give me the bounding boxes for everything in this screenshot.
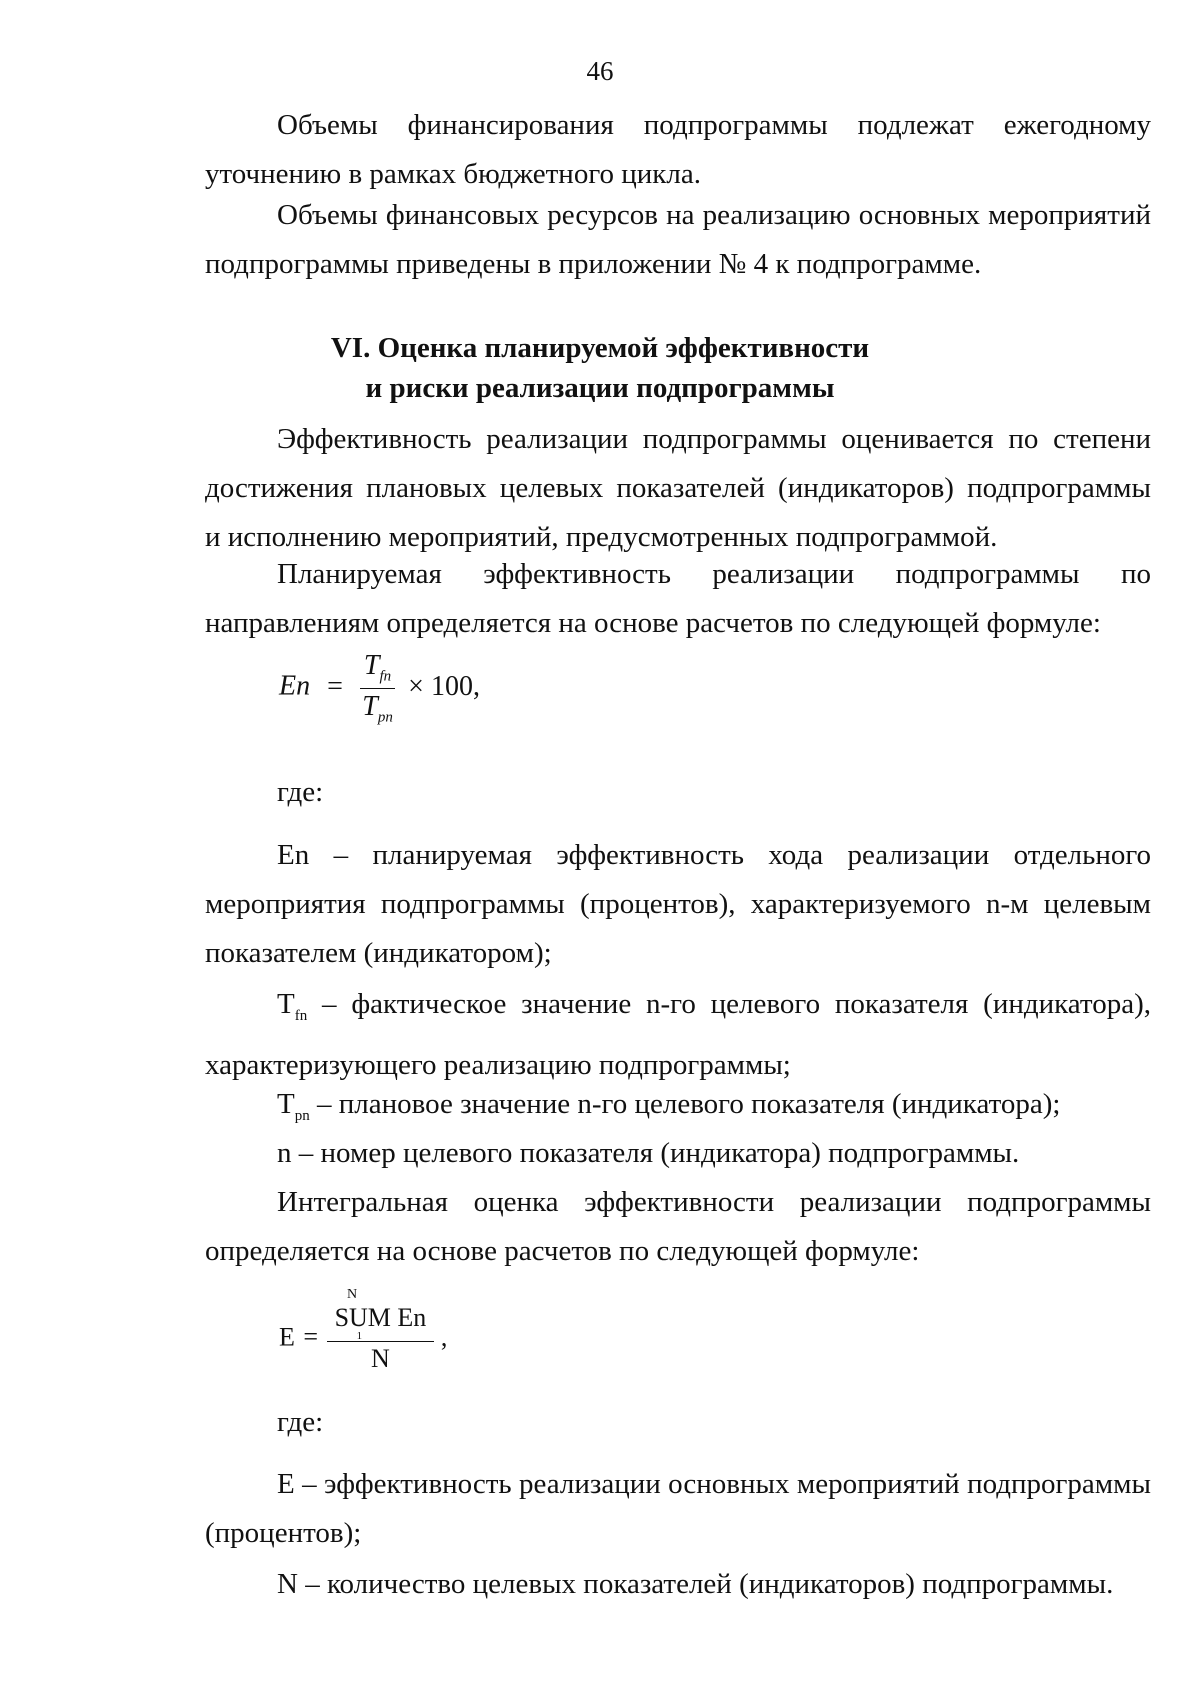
definition-tfn [205, 980, 1151, 1090]
formula-e [279, 1287, 447, 1374]
where-label: где: [277, 776, 324, 808]
paragraph-line: и исполнению мероприятий, предусмотренных подпрограммой. [205, 521, 998, 553]
formula-fraction [360, 650, 395, 726]
formula-sum-lower: 1 [356, 1330, 363, 1342]
paragraph-line: Эффективность реализации подпрограммы оценивается по степени [277, 423, 1151, 455]
formula-sum-upper: N [347, 1287, 358, 1302]
paragraph-line: Объемы финансовых ресурсов на реализацию основных мероприятий [277, 199, 1151, 231]
paragraph-line: Объемы финансирования подпрограммы подлежат ежегодному [277, 109, 1152, 141]
paragraph-line: мероприятия подпрограммы (процентов), характеризуемого n-м целевым [205, 888, 1151, 920]
formula-denominator: N [371, 1344, 390, 1373]
formula-en [279, 650, 480, 726]
formula-fraction [327, 1305, 435, 1374]
formula-equals: = [327, 670, 343, 702]
formula-comma: , [440, 1322, 448, 1352]
paragraph-line: E – эффективность реализации основных мероприятий подпрограммы [277, 1468, 1151, 1500]
paragraph-line: характеризующего реализацию подпрограммы; [205, 1048, 791, 1081]
paragraph-line: уточнению в рамках бюджетного цикла. [205, 158, 701, 190]
paragraph-financial-resources [205, 191, 1151, 289]
paragraph-line: достижения плановых целевых показателей (индикаторов) подпрограммы [205, 472, 1151, 504]
paragraph-line: $T_{pn}$ – плановое значение n-го целевого показателя (индикатора); [277, 1088, 1061, 1124]
paragraph-line: направлениям определяется на основе расчетов по следующей формуле: [205, 607, 1101, 639]
definition-n [205, 1129, 1151, 1178]
paragraph-line: $T_{fn}$ – фактическое значение n-го целевого показателя (индикатора), [277, 988, 1151, 1024]
definition-N [205, 1560, 1151, 1609]
formula-lhs: En [279, 670, 311, 702]
paragraph-line: (процентов); [205, 1517, 362, 1549]
paragraph-efficiency-assessment [205, 415, 1151, 562]
paragraph-integral-assessment [205, 1178, 1151, 1276]
definition-e [205, 1460, 1151, 1558]
definition-en [205, 831, 1151, 978]
paragraph-line: определяется на основе расчетов по следующей формуле: [205, 1235, 920, 1267]
formula-numerator: SUM En 1 [327, 1305, 435, 1342]
paragraph-line: En – планируемая эффективность хода реализации отдельного [277, 839, 1152, 871]
paragraph-line: показателем (индикатором); [205, 937, 552, 969]
paragraph-funding-volumes [205, 101, 1151, 199]
paragraph-line: Планируемая эффективность реализации подпрограммы по [277, 558, 1152, 590]
paragraph-line: подпрограммы приведены в приложении № 4 к подпрограмме. [205, 248, 982, 280]
paragraph-line: N – количество целевых показателей (индикаторов) подпрограммы. [277, 1568, 1114, 1600]
formula-equals: = [303, 1322, 319, 1352]
paragraph-line: Интегральная оценка эффективности реализации подпрограммы [277, 1186, 1152, 1218]
formula-lhs: E [279, 1322, 295, 1352]
section-heading: VI. Оценка планируемой эффективности и риски реализации подпрограммы [330, 332, 870, 404]
where-label: где: [277, 1406, 324, 1438]
paragraph-planned-efficiency [205, 550, 1151, 648]
paragraph-line: n – номер целевого показателя (индикатора) подпрограммы. [277, 1137, 1020, 1169]
page-number: 46 [586, 56, 614, 86]
formula-multiplier: × 100, [408, 670, 480, 702]
formula-denominator: $T_{pn}$ [362, 690, 393, 726]
formula-numerator: $T_{fn}$ [360, 650, 395, 689]
